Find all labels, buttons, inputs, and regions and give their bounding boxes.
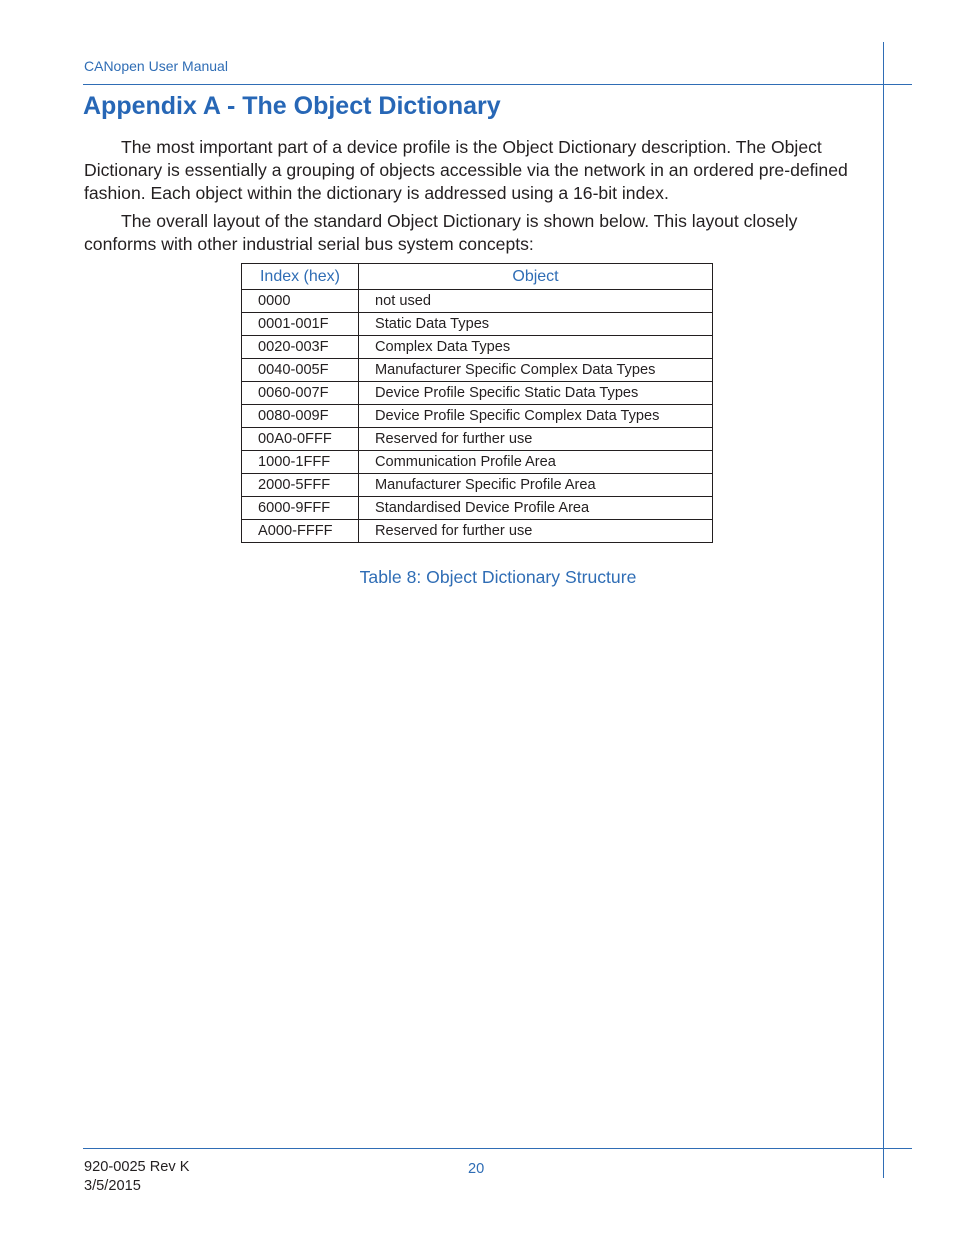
column-header-index: Index (hex) bbox=[242, 264, 359, 290]
index-cell: 0000 bbox=[242, 290, 359, 313]
object-cell: Reserved for further use bbox=[359, 520, 713, 543]
index-cell: 0020-003F bbox=[242, 336, 359, 359]
object-cell: Device Profile Specific Complex Data Types bbox=[359, 405, 713, 428]
object-cell: Reserved for further use bbox=[359, 428, 713, 451]
footer-doc-info bbox=[84, 1158, 189, 1196]
index-cell: 0060-007F bbox=[242, 382, 359, 405]
table-row bbox=[242, 405, 713, 428]
layout-paragraph: The overall layout of the standard Object Dictionary is shown below. This layout closely conforms with other industrial serial bus system concepts: bbox=[84, 211, 798, 254]
index-cell: 0001-001F bbox=[242, 313, 359, 336]
intro-paragraph: The most important part of a device profile is the Object Dictionary description. The Object Dictionary is essentially a grouping of objects accessible via the network in an ordered pre-defined fashion. Each object within the dictionary is addressed using a 16-bit index. bbox=[84, 137, 848, 203]
object-cell: Communication Profile Area bbox=[359, 451, 713, 474]
column-header-object: Object bbox=[359, 264, 713, 290]
index-cell: A000-FFFF bbox=[242, 520, 359, 543]
page-number: 20 bbox=[468, 1161, 485, 1177]
table-row bbox=[242, 313, 713, 336]
table-row bbox=[242, 428, 713, 451]
object-cell: Complex Data Types bbox=[359, 336, 713, 359]
doc-number: 920-0025 Rev K bbox=[84, 1159, 190, 1175]
index-cell: 0040-005F bbox=[242, 359, 359, 382]
index-cell: 1000-1FFF bbox=[242, 451, 359, 474]
header-rule bbox=[83, 84, 912, 85]
table-row bbox=[242, 336, 713, 359]
table-row bbox=[242, 451, 713, 474]
margin-rule-vertical bbox=[883, 42, 884, 1178]
object-dictionary-table bbox=[241, 263, 713, 543]
object-cell: Standardised Device Profile Area bbox=[359, 497, 713, 520]
table-row bbox=[242, 497, 713, 520]
index-cell: 6000-9FFF bbox=[242, 497, 359, 520]
table-row bbox=[242, 520, 713, 543]
index-cell: 0080-009F bbox=[242, 405, 359, 428]
page-title: Appendix A - The Object Dictionary bbox=[83, 92, 501, 120]
footer-rule bbox=[83, 1148, 912, 1149]
object-cell: Static Data Types bbox=[359, 313, 713, 336]
table-row bbox=[242, 359, 713, 382]
running-header: CANopen User Manual bbox=[84, 58, 228, 74]
table-caption: Table 8: Object Dictionary Structure bbox=[359, 567, 637, 587]
object-cell: Manufacturer Specific Complex Data Types bbox=[359, 359, 713, 382]
table-row bbox=[242, 290, 713, 313]
object-cell: Manufacturer Specific Profile Area bbox=[359, 474, 713, 497]
doc-date: 3/5/2015 bbox=[84, 1178, 141, 1194]
table-header-row bbox=[242, 264, 713, 290]
table-row bbox=[242, 382, 713, 405]
object-cell: not used bbox=[359, 290, 713, 313]
index-cell: 2000-5FFF bbox=[242, 474, 359, 497]
index-cell: 00A0-0FFF bbox=[242, 428, 359, 451]
table-row bbox=[242, 474, 713, 497]
object-cell: Device Profile Specific Static Data Types bbox=[359, 382, 713, 405]
